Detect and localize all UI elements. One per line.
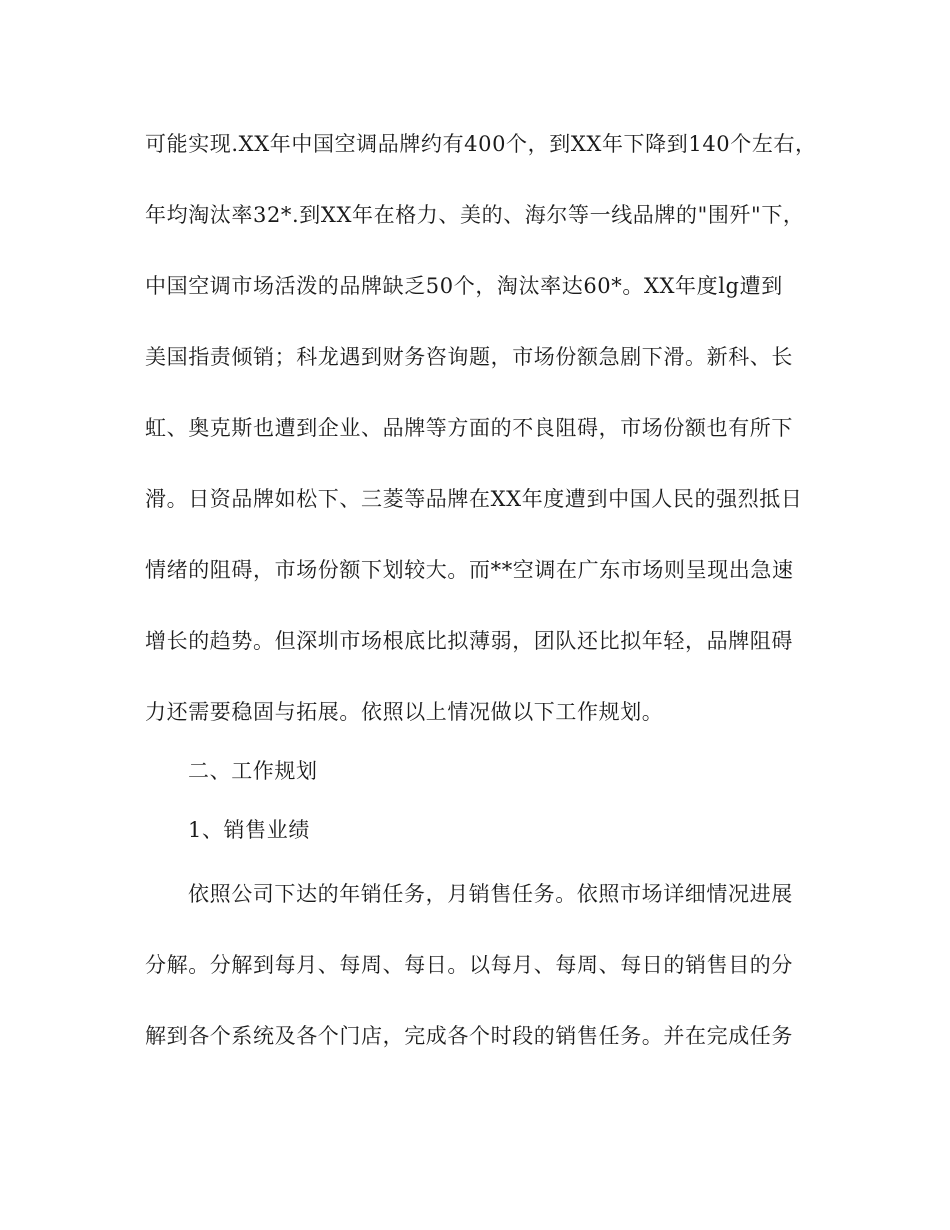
paragraph-line: 力还需要稳固与拓展。依照以上情况做以下工作规划。 — [145, 700, 664, 724]
paragraph-line: 年均淘汰率32*.到XX年在格力、美的、海尔等一线品牌的"围歼"下， — [145, 203, 805, 227]
paragraph-line: 中国空调市场活泼的品牌缺乏50个，淘汰率达60*。XX年度lg遭到 — [145, 274, 783, 298]
paragraph-line: 虹、奥克斯也遭到企业、品牌等方面的不良阻碍，市场份额也有所下 — [145, 416, 793, 440]
paragraph-line: 解到各个系统及各个门店，完成各个时段的销售任务。并在完成任务 — [145, 1024, 793, 1048]
paragraph-line: 滑。日资品牌如松下、三菱等品牌在XX年度遭到中国人民的强烈抵日 — [145, 487, 803, 511]
paragraph-line: 美国指责倾销；科龙遇到财务咨询题，市场份额急剧下滑。新科、长 — [145, 345, 793, 369]
paragraph-line: 增长的趋势。但深圳市场根底比拟薄弱，团队还比拟年轻，品牌阻碍 — [145, 629, 793, 653]
section-heading: 二、工作规划 — [188, 759, 318, 783]
paragraph-line: 分解。分解到每月、每周、每日。以每月、每周、每日的销售目的分 — [145, 953, 793, 977]
paragraph-line: 可能实现.XX年中国空调品牌约有400个，到XX年下降到140个左右， — [145, 132, 817, 156]
paragraph-line: 依照公司下达的年销任务，月销售任务。依照市场详细情况进展 — [188, 882, 793, 906]
paragraph-line: 情绪的阻碍，市场份额下划较大。而**空调在广东市场则呈现出急速 — [145, 558, 794, 582]
subsection-heading: 1、销售业绩 — [188, 818, 310, 842]
